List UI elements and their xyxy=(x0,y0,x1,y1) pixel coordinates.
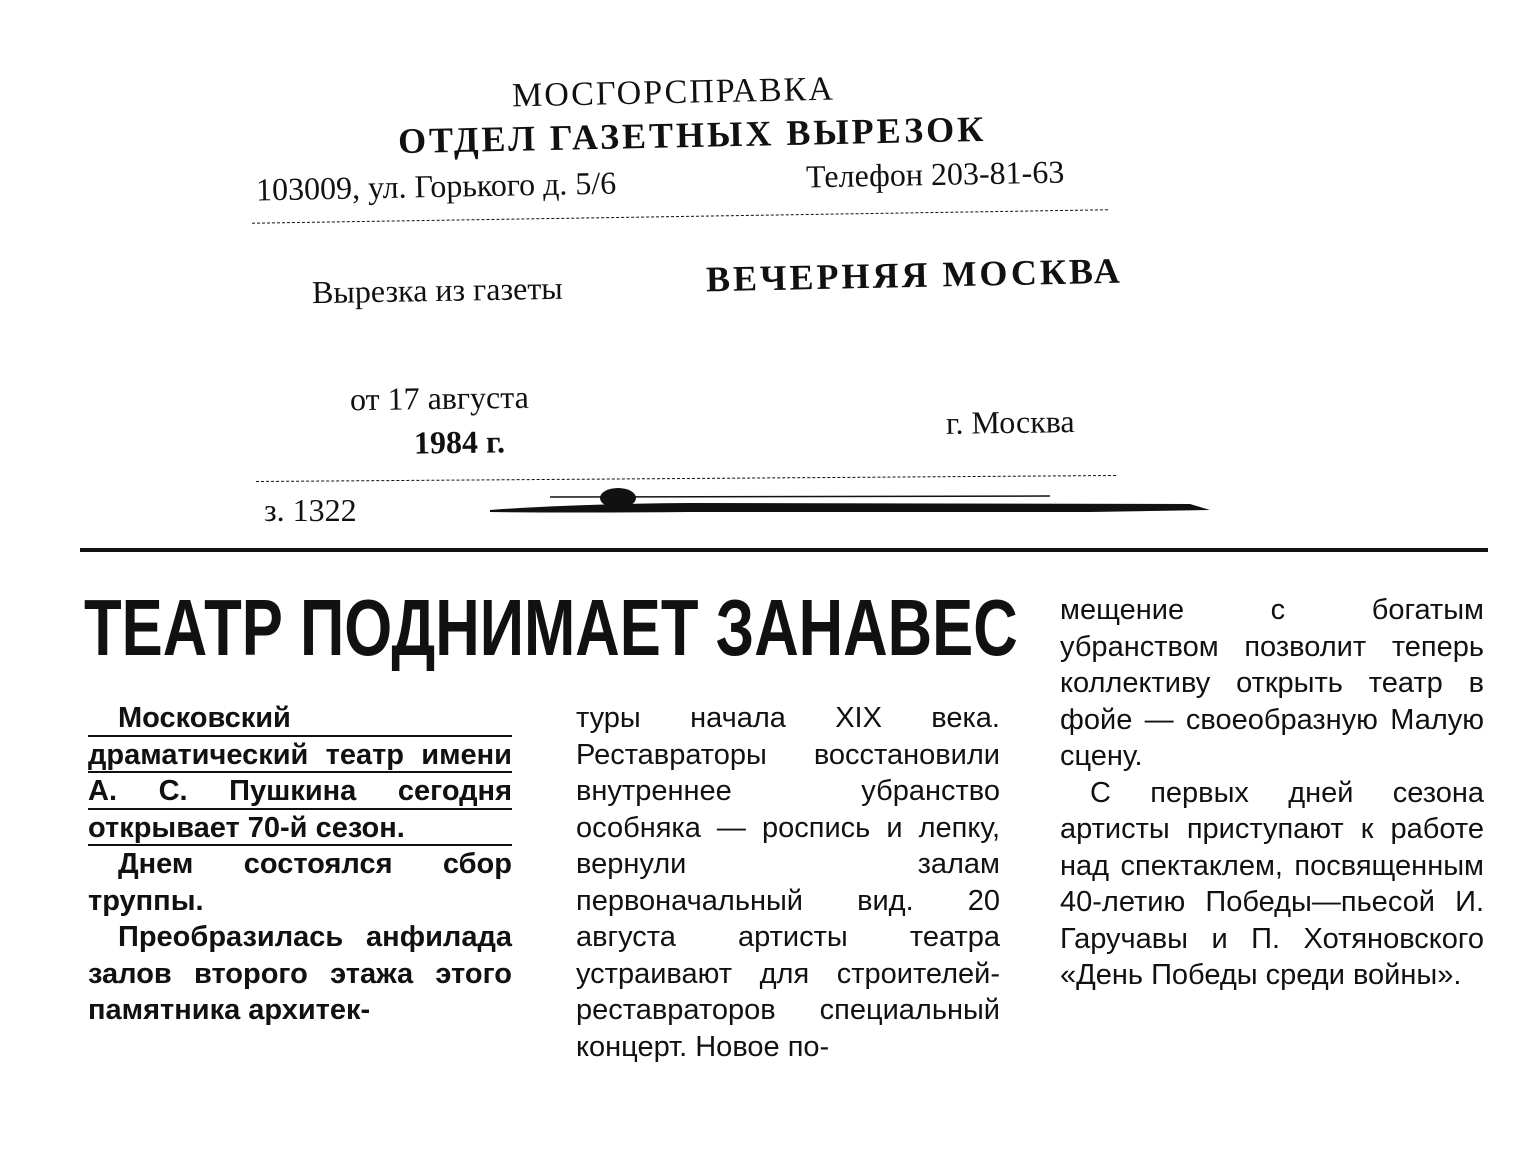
article-lead: Московский драматический театр имени А. С. Пушкина сегодня открывает 70-й сезон. xyxy=(88,700,512,846)
article-column-3 xyxy=(1060,592,1484,994)
newspaper-name: ВЕЧЕРНЯЯ МОСКВА xyxy=(705,250,1124,300)
article-column-1 xyxy=(88,700,512,1029)
paragraph: Днем состоялся сбор труппы. xyxy=(88,848,512,917)
date-year: 1984 г. xyxy=(413,423,506,461)
phone: Телефон 203-81-63 xyxy=(805,153,1065,195)
lead-underline xyxy=(88,808,512,810)
clipping-label: Вырезка из газеты xyxy=(311,269,564,311)
paragraph: С первых дней сезона артисты приступают к работе над спектаклем, посвященным 40-летию Победы—пьесой И. Гаручавы и П. Хотяновского «День Победы среди войны». xyxy=(1060,776,1484,991)
divider xyxy=(256,475,1116,482)
ink-smudge xyxy=(490,488,1210,518)
city: г. Москва xyxy=(945,403,1075,441)
separator-rule xyxy=(80,548,1488,552)
organization-name: МОСГОРСПРАВКА xyxy=(511,70,836,115)
paragraph: Преобразилась анфилада залов второго этажа этого памятника архитек- xyxy=(88,921,512,1026)
lead-underline xyxy=(88,844,512,846)
lead-underline xyxy=(88,771,512,773)
article-column-2 xyxy=(576,700,1000,1065)
article-headline: ТЕАТР ПОДНИМАЕТ ЗАНАВЕС xyxy=(84,583,1018,672)
department-name: ОТДЕЛ ГАЗЕТНЫХ ВЫРЕЗОК xyxy=(397,108,987,162)
paragraph: мещение с богатым убранством позволит теперь коллективу открыть театр в фойе — своеобразную Малую сцену. xyxy=(1060,594,1484,772)
paragraph: туры начала XIX века. Реставраторы восстановили внутреннее убранство особняка — роспись и лепку, вернули залам первоначальный вид. 20 августа артисты театра устраивают для строителей-реставраторов специальный концерт. Новое по- xyxy=(576,702,1000,1063)
divider xyxy=(252,209,1108,223)
date-from: от 17 августа xyxy=(349,378,530,418)
lead-underline xyxy=(88,735,512,737)
address: 103009, ул. Горького д. 5/6 xyxy=(255,164,617,208)
order-number: з. 1322 xyxy=(264,492,357,528)
